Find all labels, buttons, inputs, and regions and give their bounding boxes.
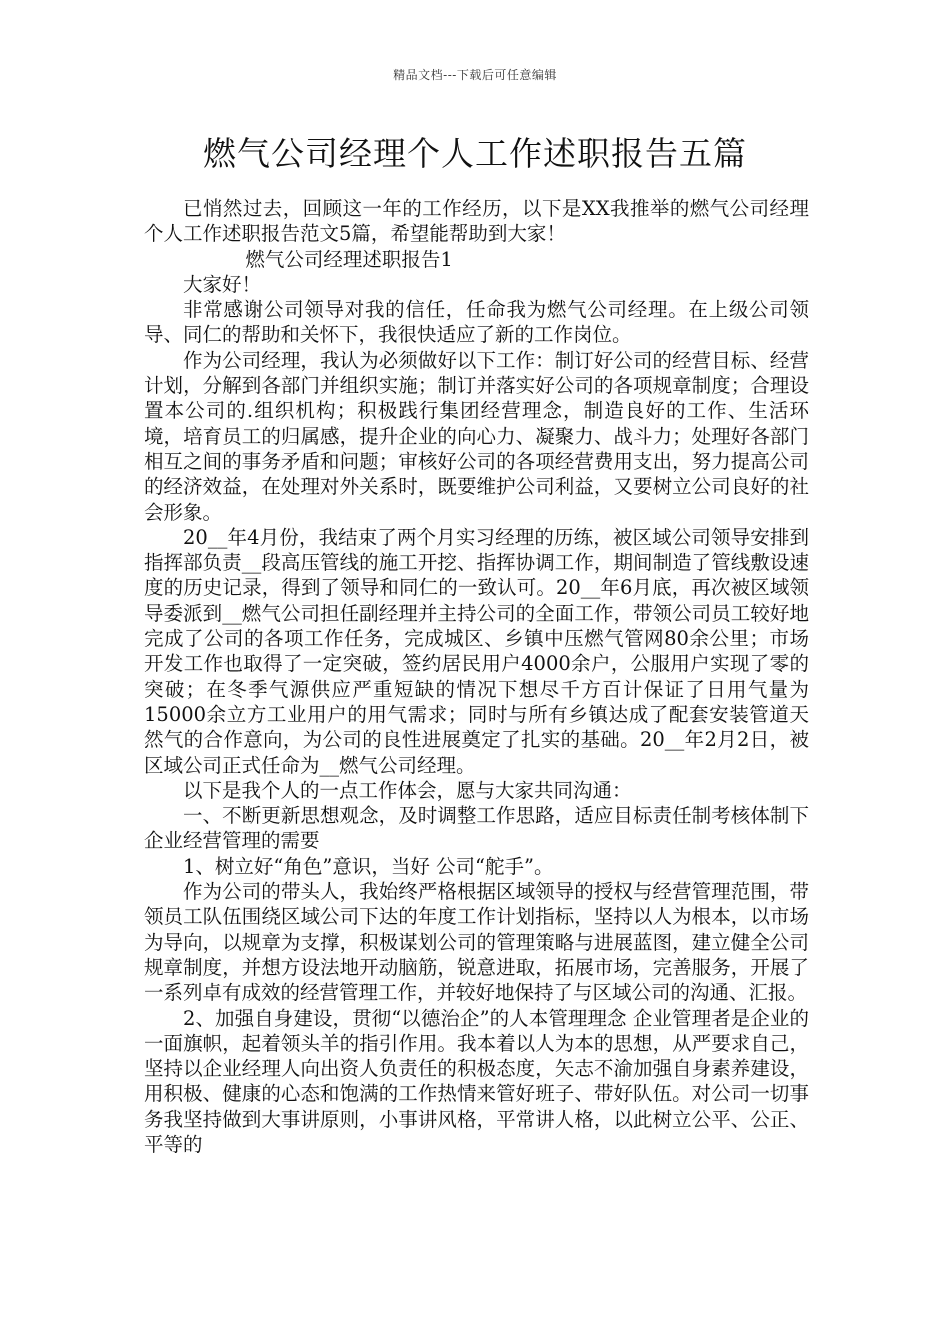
paragraph-greeting: 大家好！ [183,272,262,296]
paragraph-intro: 已悄然过去，回顾这一年的工作经历，以下是XX我推举的燃气公司经理个人工作述职报告范文5篇，希望能帮助到大家！ [144,197,809,246]
paragraph: 以下是我个人的一点工作体会，愿与大家共同沟通： [183,778,632,802]
paragraph: 作为公司经理，我认为必须做好以下工作：制订好公司的经营目标、经营计划，分解到各部门并组织实施；制订并落实好公司的各项规章制度；合理设置本公司的.组织机构；积极践行集团经营理念，制造良好的工作、生活环境，培育员工的归属感，提升企业的向心力、凝聚力、战斗力；处理好各部门相互之间的事务矛盾和问题；审核好公司的各项经营费用支出，努力提高公司的经济效益，在处理对外关系时，既要维护公司利益，又要树立公司良好的社会形象。 [144,348,809,524]
paragraph-subheading: 1、树立好“角色”意识，当好 公司“舵手”。 [183,854,554,878]
paragraph: 非常感谢公司领导对我的信任，任命我为燃气公司经理。在上级公司领导、同仁的帮助和关怀下，我很快适应了新的工作岗位。 [144,298,809,347]
section-heading-report-1: 燃气公司经理述职报告1 [245,247,453,271]
document-body [144,196,809,1157]
header-note: 精品文档---下载后可任意编辑 [393,68,557,82]
paragraph: 作为公司的带头人，我始终严格根据区域领导的授权与经营管理范围，带领员工队伍围绕区域公司下达的年度工作计划指标，坚持以人为根本，以市场为导向，以规章为支撑，积极谋划公司的管理策略与进展蓝图，建立健全公司规章制度，并想方设法地开动脑筋，锐意进取，拓展市场，完善服务，开展了一系列卓有成效的经营管理工作，并较好地保持了与区域公司的沟通、汇报。 [144,880,809,1005]
document-title: 燃气公司经理个人工作述职报告五篇 [203,134,747,173]
paragraph-subheading: 一、不断更新思想观念，及时调整工作思路，适应目标责任制考核体制下企业经营管理的需要 [144,804,809,853]
paragraph: 2、加强自身建设，贯彻“以德治企”的人本管理理念 企业管理者是企业的一面旗帜，起着领头羊的指引作用。我本着以人为本的思想，从严要求自己，坚持以企业经理人向出资人负责任的积极态度，矢志不渝加强自身素养建设，用积极、健康的心态和饱满的工作热情来管好班子、带好队伍。对公司一切事务我坚持做到大事讲原则，小事讲风格，平常讲人格，以此树立公平、公正、平等的 [144,1006,809,1156]
paragraph: 20__年4月份，我结束了两个月实习经理的历练，被区域公司领导安排到指挥部负责__段高压管线的施工开挖、指挥协调工作，期间制造了管线敷设速度的历史记录，得到了领导和同仁的一致认可。20__年6月底，再次被区域领导委派到__燃气公司担任副经理并主持公司的全面工作，带领公司员工较好地完成了公司的各项工作任务，完成城区、乡镇中压燃气管网80余公里；市场开发工作也取得了一定突破，签约居民用户4000余户，公服用户实现了零的突破；在冬季气源供应严重短缺的情况下想尽千方百计保证了日用气量为15000余立方工业用户的用气需求；同时与所有乡镇达成了配套安装管道天然气的合作意向，为公司的良性进展奠定了扎实的基础。20__年2月2日，被区域公司正式任命为__燃气公司经理。 [144,525,809,777]
